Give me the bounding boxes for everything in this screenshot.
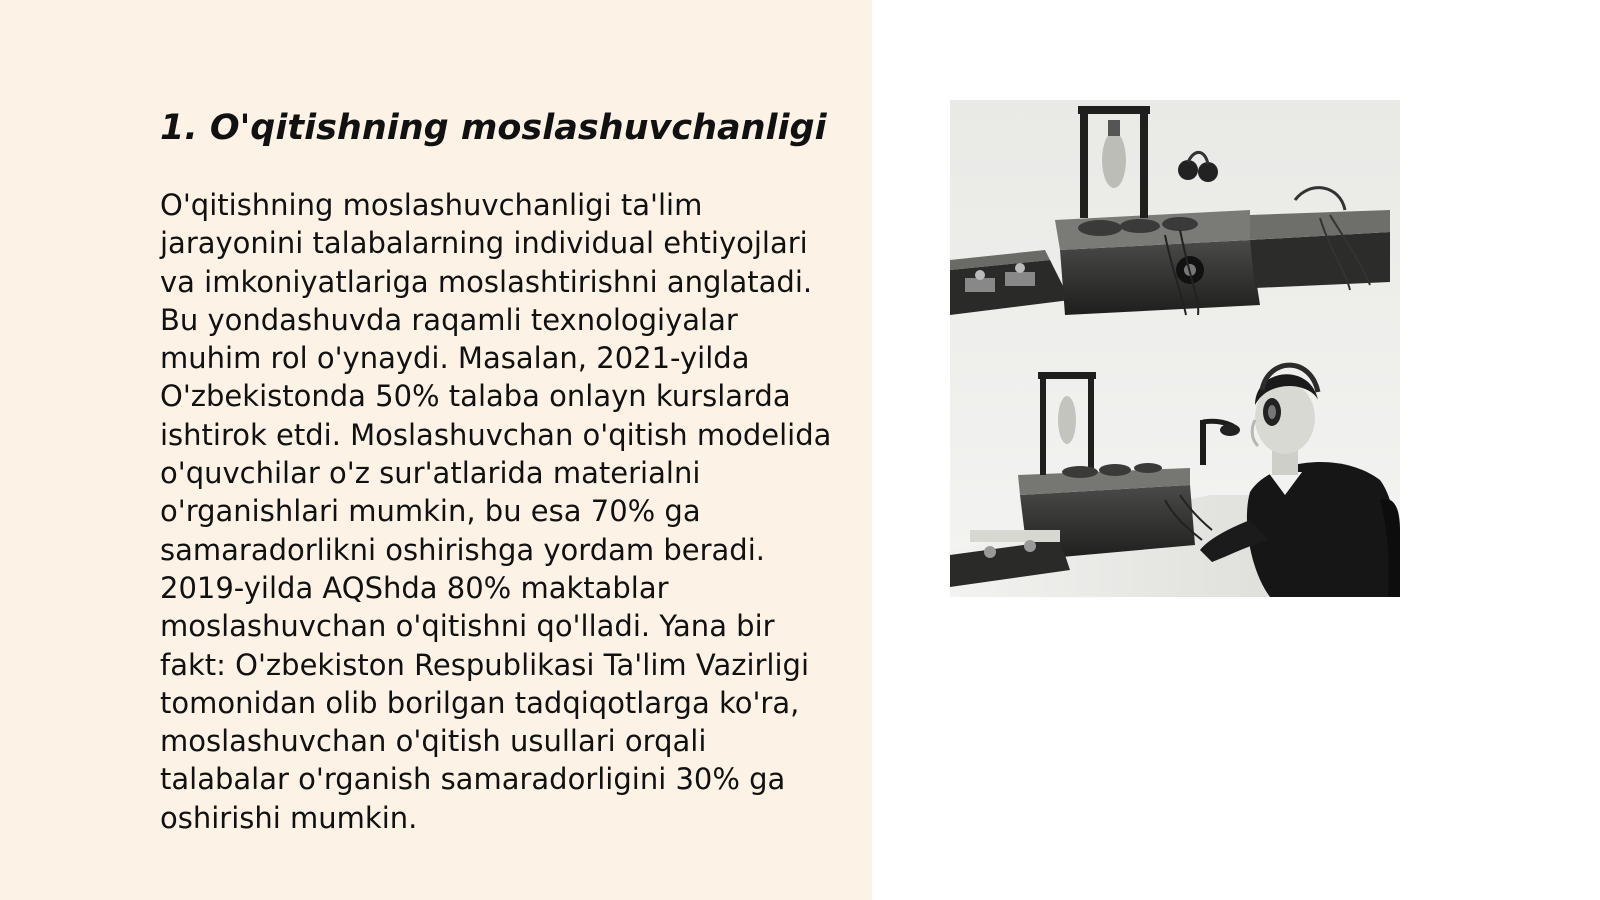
radio-operator-illustration <box>950 100 1400 597</box>
slide-body-text: O'qitishning moslashuvchanligi ta'lim jarayonini talabalarning individual ehtiyojlari va imkoniyatlariga moslashtirishni anglatadi. Bu yondashuvda raqamli texnologiyalar muhim rol o'ynaydi. Masalan, 2021-yilda O'zbekistonda 50% talaba onlayn kurslarda ishtirok etdi. Moslashuvchan o'qitish modelida o'quvchilar o'z sur'atlarida materialni o'rganishlari mumkin, bu esa 70% ga samaradorlikni oshirishga yordam beradi. 2019-yilda AQShda 80% maktablar moslashuvchan o'qitishni qo'lladi. Yana bir fakt: O'zbekiston Respublikasi Ta'lim Vazirligi tomonidan olib borilgan tadqiqotlarga ko'ra, moslashuvchan o'qitish usullari orqali talabalar o'rganish samaradorligini 30% ga oshirishi mumkin. <box>160 188 832 835</box>
slide-title: 1. O'qitishning moslashuvchanligi <box>160 108 827 148</box>
historical-radio-telegraph-photo <box>950 100 1400 597</box>
